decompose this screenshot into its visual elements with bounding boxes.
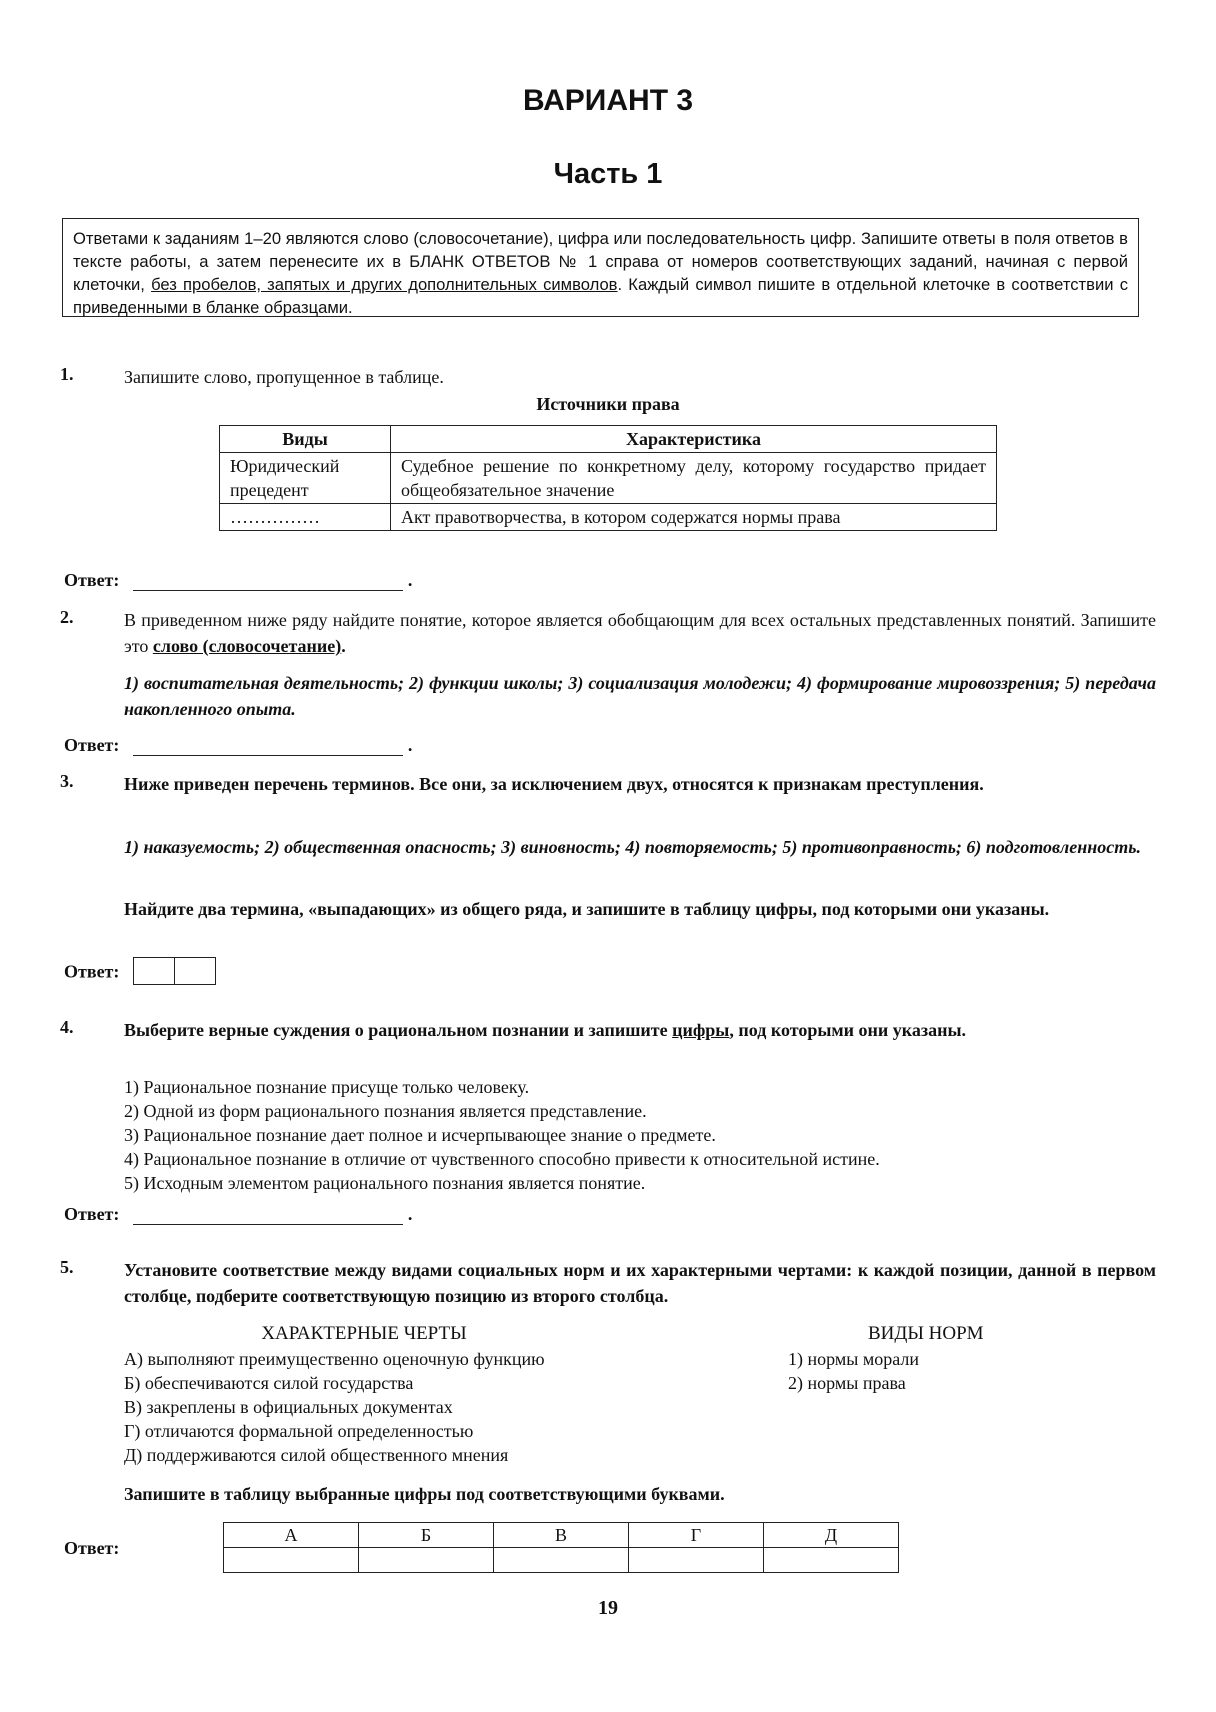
cell-type: Юридический прецедент [220,453,391,504]
answer-cell[interactable] [359,1548,494,1573]
list-item: В) закреплены в официальных документах [124,1397,453,1417]
list-item: Б) обеспечиваются силой государства [124,1373,414,1393]
answer-cell[interactable] [224,1548,359,1573]
answer-field-1[interactable] [133,572,403,591]
task-1-prompt: Запишите слово, пропущенное в таблице. [124,367,444,387]
col-header-types: Виды [220,426,391,453]
norms-heading: ВИДЫ НОРМ [868,1323,984,1344]
cell-char: Акт правотворчества, в котором содержатся нормы права [391,504,997,531]
answer-field-4[interactable] [133,1206,403,1225]
col-header-characteristic: Характеристика [391,426,997,453]
answer-label: Ответ: [64,1538,120,1558]
letter-d: Д [764,1523,899,1548]
list-item: 3) Рациональное познание дает полное и исчерпывающее знание о предмете. [124,1125,716,1145]
list-item: 1) нормы морали [788,1349,919,1369]
part-title: Часть 1 [553,158,663,190]
answer-label: Ответ: [64,570,120,590]
prompt-text: В приведенном ниже ряду найдите понятие, которое является обобщающим для всех остальных представленных понятий. Запишите это [124,610,1156,656]
answer-cell[interactable] [494,1548,629,1573]
instructions-box [62,218,1139,317]
task-number: 1. [60,364,74,384]
task-3-options: 1) наказуемость; 2) общественная опасность; 3) виновность; 4) повторяемость; 5) противоправность; 6) подготовленность. [124,837,1141,857]
instructions-text-1: Ответами к заданиям 1–20 являются слово (словосочетание), цифра или последовательность цифр. Запишите ответы в поля ответов в тексте работы, а затем перенесите их в БЛАНК ОТВЕТОВ № 1 справа от номеров соответствующих заданий, начиная с первой клеточки, [73,229,1128,294]
cell-type-missing[interactable]: …………… [220,504,391,531]
sources-table [219,425,997,531]
task-2-prompt [124,607,1156,659]
list-item: Г) отличаются формальной определенностью [124,1421,474,1441]
answer-cell[interactable] [764,1548,899,1573]
prompt-emphasis: цифры [672,1020,730,1040]
table-row [220,504,997,531]
list-item: 4) Рациональное познание в отличие от чувственного способно привести к относительной истине. [124,1149,880,1169]
answer-cell[interactable] [629,1548,764,1573]
characteristics-column [124,1323,708,1467]
answer-label: Ответ: [64,1204,120,1224]
task-4-prompt [124,1017,1156,1043]
answer-row-2: Ответ: . [64,735,413,755]
table-row [220,453,997,504]
answer-row-1: Ответ: . [64,570,413,590]
answer-row-5 [64,1538,119,1559]
page-number: 19 [598,1597,618,1619]
task-number: 3. [60,771,74,791]
prompt-emphasis: слово (словосочетание) [152,636,342,656]
letter-b: Б [359,1523,494,1548]
task-number: 4. [60,1017,74,1037]
variant-title: ВАРИАНТ 3 [522,84,694,117]
task-number: 2. [60,607,74,627]
instructions-underlined: без пробелов, запятых и других дополнительных символов [151,275,618,294]
answer-cells-3 [133,957,214,990]
characteristics-heading: ХАРАКТЕРНЫЕ ЧЕРТЫ [261,1323,467,1344]
task-4-statements [124,1075,1156,1195]
letter-a: А [224,1523,359,1548]
list-item: 2) Одной из форм рационального познания является представление. [124,1101,647,1121]
task-3-prompt: Ниже приведен перечень терминов. Все они, за исключением двух, относятся к признакам преступления. [124,774,984,794]
task-3-instruction: Найдите два термина, «выпадающих» из общего ряда, и запишите в таблицу цифры, под которыми они указаны. [124,899,1050,919]
prompt-text: Выберите верные суждения о рациональном познании и запишите [124,1020,673,1040]
sources-table-title: Источники права [536,394,680,414]
list-item: А) выполняют преимущественно оценочную функцию [124,1349,545,1369]
norms-column [788,1323,1038,1395]
list-item: 2) нормы права [788,1373,906,1393]
answer-row-4: Ответ: . [64,1204,413,1224]
answer-label: Ответ: [64,961,120,982]
prompt-end: , под которыми они указаны. [729,1020,967,1040]
answer-cell[interactable] [133,957,175,985]
answer-field-2[interactable] [133,737,403,756]
task-5-prompt: Установите соответствие между видами социальных норм и их характерными чертами: к каждой позиции, данной в первом столбце, подберите соответствующую позицию из второго столбца. [124,1260,1156,1306]
list-item: Д) поддерживаются силой общественного мнения [124,1445,509,1465]
answer-cell[interactable] [174,957,216,985]
answer-label: Ответ: [64,735,120,755]
list-item: 1) Рациональное познание присуще только человеку. [124,1077,530,1097]
task-number: 5. [60,1257,74,1277]
task-2-options: 1) воспитательная деятельность; 2) функции школы; 3) социализация молодежи; 4) формирование мировоззрения; 5) передача накопленного опыта. [124,673,1156,719]
cell-char: Судебное решение по конкретному делу, которому государство придает общеобязательное значение [391,453,997,504]
answer-table-5 [223,1522,899,1573]
task-5-instruction: Запишите в таблицу выбранные цифры под соответствующими буквами. [124,1484,725,1504]
prompt-end: . [341,636,346,656]
letter-g: Г [629,1523,764,1548]
instructions-text-2: . Каждый символ пишите в отдельной клеточке в соответствии с приведенными в бланке образцами. [73,275,1128,317]
answer-row-3 [64,957,214,990]
letter-v: В [494,1523,629,1548]
list-item: 5) Исходным элементом рационального познания является понятие. [124,1173,646,1193]
